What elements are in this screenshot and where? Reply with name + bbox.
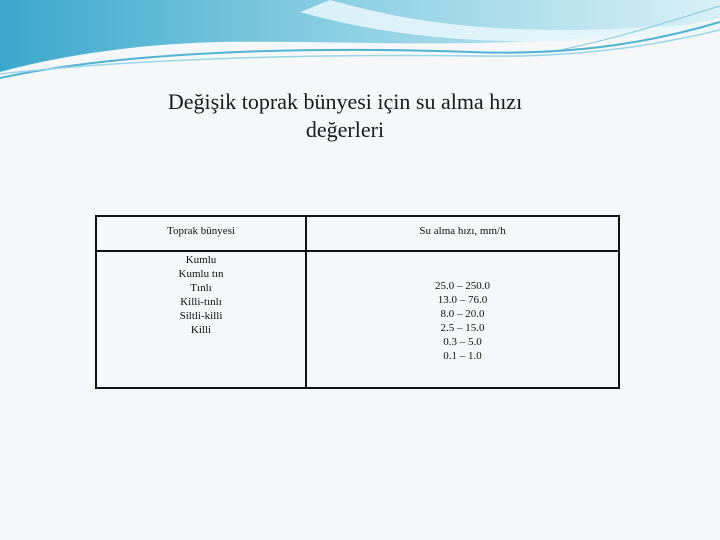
infiltration-rate-item: 2.5 – 15.0 — [440, 322, 485, 334]
infiltration-rate-item: 8.0 – 20.0 — [440, 308, 485, 320]
soil-type-list — [97, 253, 305, 337]
infiltration-rate-item: 25.0 – 250.0 — [435, 280, 490, 292]
slide-title-line-1: Değişik toprak bünyesi için su alma hızı — [167, 89, 523, 114]
soil-type-item: Killi-tınlı — [180, 296, 222, 308]
header-wave-decoration — [0, 0, 720, 95]
infiltration-rate-item: 0.1 – 1.0 — [443, 350, 482, 362]
infiltration-rate-item: 13.0 – 76.0 — [437, 294, 488, 306]
soil-type-item: Kumlu — [185, 254, 217, 266]
table-header-soil-texture: Toprak bünyesi — [167, 225, 235, 237]
soil-type-item: Killi — [190, 324, 212, 336]
soil-type-item: Siltli-killi — [179, 310, 223, 322]
infiltration-rate-item: 0.3 – 5.0 — [443, 336, 482, 348]
table-header-infiltration-rate: Su alma hızı, mm/h — [419, 225, 506, 237]
slide-title-line-2: değerleri — [305, 117, 385, 142]
slide-title — [100, 88, 590, 144]
infiltration-rate-table — [95, 215, 620, 389]
table-header-divider — [97, 250, 618, 252]
soil-type-item: Tınlı — [190, 282, 212, 294]
soil-type-item: Kumlu tın — [178, 268, 224, 280]
infiltration-rate-list — [307, 279, 618, 363]
